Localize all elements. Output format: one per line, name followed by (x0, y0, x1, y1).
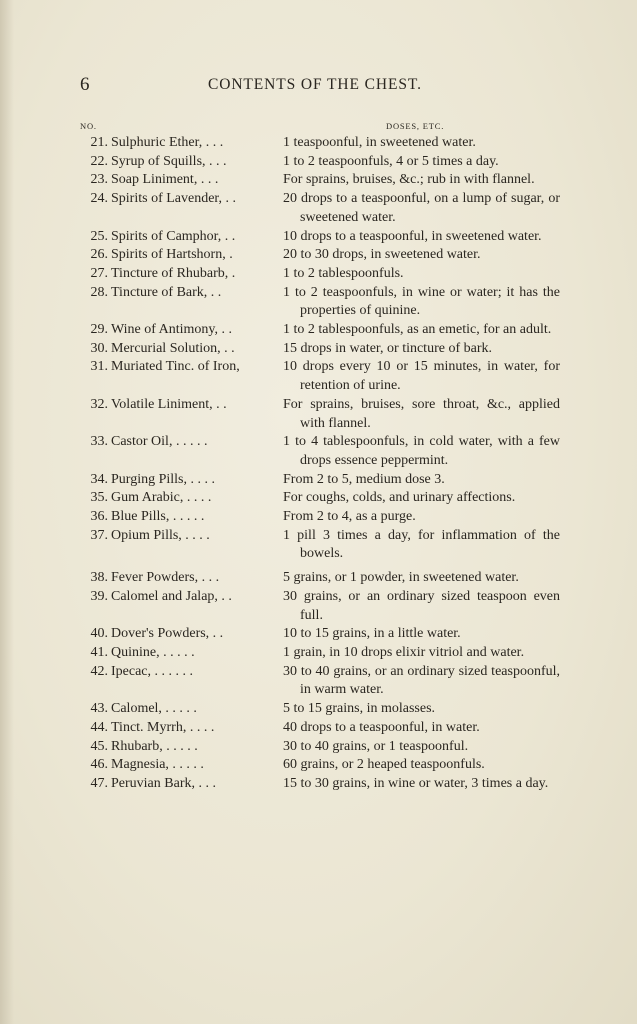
number-column-heading: NO. (80, 121, 97, 131)
list-item (80, 153, 560, 172)
column-headings (80, 121, 560, 133)
entry-dose: 20 to 30 drops, in sweetened water. (283, 247, 481, 263)
entry-number: 38. (90, 570, 108, 586)
list-item (80, 700, 560, 719)
entry-name: Calomel, . . . . . (111, 701, 197, 717)
entry-dose: 60 grains, or 2 heaped teaspoonfuls. (283, 757, 485, 773)
entry-dose: For sprains, bruises, sore throat, &c., applied with flannel. (283, 396, 560, 431)
list-item (80, 471, 560, 490)
entry-number: 34. (90, 471, 108, 487)
entry-number: 23. (90, 172, 108, 188)
list-item (80, 190, 560, 227)
entry-name: Tinct. Myrrh, . . . . (111, 719, 215, 735)
entry-dose: 15 to 30 grains, in wine or water, 3 times a day. (283, 775, 549, 791)
entry-dose: For coughs, colds, and urinary affections. (283, 490, 516, 506)
list-item (80, 663, 560, 700)
list-item (80, 228, 560, 247)
entry-dose: 10 drops every 10 or 15 minutes, in water, for retention of urine. (283, 359, 560, 394)
entry-dose: 10 to 15 grains, in a little water. (283, 626, 461, 642)
entry-dose: From 2 to 4, as a purge. (283, 509, 416, 525)
entry-number: 27. (90, 265, 108, 281)
entry-name: Tincture of Bark, . . (111, 284, 222, 300)
page-number: 6 (80, 74, 90, 95)
list-item (80, 756, 560, 775)
entry-dose: 30 to 40 grains, or 1 teaspoonful. (283, 738, 469, 754)
entry-dose: 1 to 4 tablespoonfuls, in cold water, with a few drops essence peppermint. (283, 434, 560, 468)
entry-name: Mercurial Solution, . . (111, 340, 235, 356)
list-item (80, 284, 560, 321)
list-item (80, 246, 560, 265)
entry-dose: 5 to 15 grains, in molasses. (283, 701, 436, 717)
list-item (80, 134, 560, 153)
entry-number: 43. (90, 701, 108, 717)
list-item (80, 508, 560, 527)
running-title: CONTENTS OF THE CHEST. (208, 76, 422, 93)
entry-dose: 40 drops to a teaspoonful, in water. (283, 719, 480, 735)
entry-name: Sulphuric Ether, . . . (111, 135, 224, 150)
entry-number: 44. (90, 719, 108, 735)
entry-dose: 1 to 2 teaspoonfuls, 4 or 5 times a day. (283, 153, 499, 169)
entry-dose: 30 grains, or an ordinary sized teaspoon even full. (283, 588, 560, 623)
entry-name: Dover's Powders, . . (111, 626, 224, 642)
entry-name: Tincture of Rhubarb, . (111, 265, 236, 281)
list-item (80, 644, 560, 663)
entry-name: Magnesia, . . . . . (111, 757, 204, 773)
entry-number: 46. (90, 757, 108, 773)
entry-number: 41. (90, 644, 108, 660)
entry-number: 24. (90, 191, 108, 207)
list-item (80, 265, 560, 284)
entry-name: Quinine, . . . . . (111, 644, 195, 660)
entry-name: Opium Pills, . . . . (111, 527, 210, 543)
list-item (80, 738, 560, 757)
entry-name: Purging Pills, . . . . (111, 471, 215, 487)
entry-dose: 30 to 40 grains, or an ordinary sized teaspoonful, in warm water. (283, 663, 560, 698)
entry-name: Ipecac, . . . . . . (111, 663, 194, 679)
entry-number: 28. (90, 284, 108, 300)
entry-number: 37. (90, 527, 108, 543)
entry-name: Calomel and Jalap, . . (111, 588, 232, 604)
entry-dose: 1 to 2 tablespoonfuls, as an emetic, for an adult. (283, 322, 552, 338)
list-item (80, 340, 560, 359)
entry-dose: 20 drops to a teaspoonful, on a lump of sugar, or sweetened water. (283, 191, 560, 225)
list-item (80, 396, 560, 433)
entry-name: Fever Powders, . . . (111, 570, 220, 586)
entry-number: 31. (90, 359, 108, 375)
entry-name: Syrup of Squills, . . . (111, 153, 227, 169)
entry-name: Spirits of Camphor, . . (111, 228, 236, 244)
list-item (80, 625, 560, 644)
entry-dose: 1 to 2 tablespoonfuls. (283, 265, 404, 281)
entry-name: Soap Liniment, . . . (111, 172, 219, 188)
list-item (80, 775, 560, 794)
entry-number: 22. (90, 153, 108, 169)
entry-dose: From 2 to 5, medium dose 3. (283, 471, 445, 487)
entry-number: 26. (90, 247, 108, 263)
entry-number: 25. (90, 228, 108, 244)
list-item (80, 489, 560, 508)
entry-number: 21. (90, 135, 108, 150)
entry-name: Wine of Antimony, . . (111, 322, 233, 338)
list-item (80, 433, 560, 470)
entry-name: Rhubarb, . . . . . (111, 738, 198, 754)
list-item (80, 171, 560, 190)
entry-dose: 1 pill 3 times a day, for inflammation of the bowels. (283, 527, 560, 562)
entry-name: Gum Arabic, . . . . (111, 490, 212, 506)
list-item (80, 719, 560, 738)
entry-number: 45. (90, 738, 108, 754)
entry-dose: 5 grains, or 1 powder, in sweetened water. (283, 570, 519, 586)
entry-dose: 15 drops in water, or tincture of bark. (283, 340, 492, 356)
entry-name: Muriated Tinc. of Iron, (111, 359, 240, 375)
entry-dose: 1 to 2 teaspoonfuls, in wine or water; it has the properties of quinine. (283, 284, 560, 319)
entry-number: 47. (90, 775, 108, 791)
list-item (80, 527, 560, 564)
doses-column-heading: DOSES, ETC. (386, 121, 445, 131)
entry-name: Volatile Liniment, . . (111, 396, 227, 412)
entry-number: 32. (90, 396, 108, 412)
entry-name: Spirits of Hartshorn, . (111, 247, 233, 263)
entry-number: 40. (90, 626, 108, 642)
list-item (80, 569, 560, 588)
entry-name: Peruvian Bark, . . . (111, 775, 216, 791)
entry-number: 35. (90, 490, 108, 506)
page-header (80, 74, 560, 96)
entry-dose: 1 teaspoonful, in sweetened water. (283, 135, 476, 150)
entry-name: Castor Oil, . . . . . (111, 434, 208, 450)
entry-number: 30. (90, 340, 108, 356)
entry-name: Blue Pills, . . . . . (111, 509, 205, 525)
entry-dose: 1 grain, in 10 drops elixir vitriol and water. (283, 644, 525, 660)
entry-name: Spirits of Lavender, . . (111, 191, 237, 207)
entry-number: 36. (90, 509, 108, 525)
entry-dose: For sprains, bruises, &c.; rub in with flannel. (283, 172, 535, 188)
list-item (80, 321, 560, 340)
entry-number: 42. (90, 663, 108, 679)
list-item (80, 358, 560, 395)
entry-number: 39. (90, 588, 108, 604)
entry-number: 33. (90, 434, 108, 450)
entry-number: 29. (90, 322, 108, 338)
page-gutter-shadow (0, 0, 14, 1024)
entry-dose: 10 drops to a teaspoonful, in sweetened water. (283, 228, 542, 244)
list-item (80, 588, 560, 625)
medicine-list (80, 134, 560, 794)
